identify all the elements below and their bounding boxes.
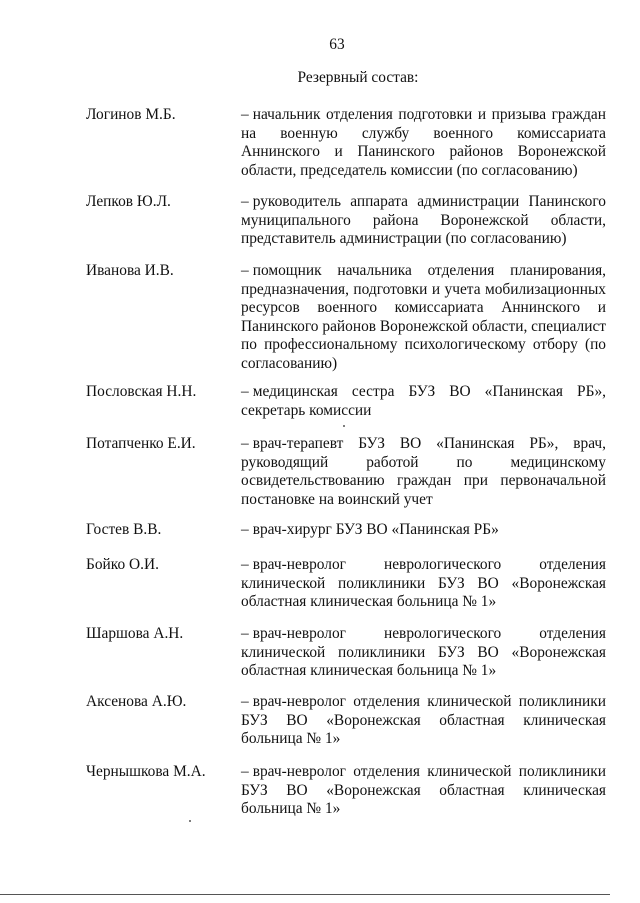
- member-name: Потапченко Е.И.: [86, 435, 196, 452]
- dash: –: [241, 435, 249, 452]
- member-name: Иванова И.В.: [86, 262, 174, 279]
- member-name: Шаршова А.Н.: [86, 625, 184, 642]
- dash: –: [241, 383, 249, 400]
- scan-speck: [189, 820, 191, 822]
- member-description: [241, 262, 606, 373]
- member-description: [241, 693, 606, 749]
- member-role: руководитель аппарата администрации Панинского муниципального района Воронежской области, представитель администрации (по согласованию): [241, 193, 606, 247]
- member-description: [241, 435, 606, 509]
- member-name: Аксенова А.Ю.: [86, 693, 187, 710]
- member-name: Чернышкова М.А.: [86, 763, 206, 780]
- dash: –: [241, 521, 249, 538]
- dash: –: [241, 693, 249, 710]
- member-description: [241, 106, 606, 180]
- dash: –: [241, 193, 249, 210]
- scan-speck: [343, 425, 345, 427]
- member-description: [241, 383, 606, 420]
- member-description: [241, 556, 606, 612]
- dash: –: [241, 625, 249, 642]
- member-role: врач-невролог неврологического отделения клинической поликлиники БУЗ ВО «Воронежская областная клиническая больница № 1»: [241, 556, 606, 610]
- dash: –: [241, 262, 249, 279]
- dash: –: [241, 106, 249, 123]
- member-role: врач-невролог отделения клинической поликлиники БУЗ ВО «Воронежская областная клиническая больница № 1»: [241, 763, 606, 817]
- member-name: Бойко О.И.: [86, 556, 159, 573]
- member-description: [241, 193, 606, 249]
- member-role: врач-хирург БУЗ ВО «Панинская РБ»: [252, 521, 499, 538]
- dash: –: [241, 556, 249, 573]
- member-role: врач-терапевт БУЗ ВО «Панинская РБ», врач, руководящий работой по медицинскому освидетельствованию граждан при первоначальной постановке на воинский учет: [241, 435, 606, 508]
- dash: –: [241, 763, 249, 780]
- member-role: врач-невролог неврологического отделения клинической поликлиники БУЗ ВО «Воронежская областная клиническая больница № 1»: [241, 625, 606, 679]
- member-role: врач-невролог отделения клинической поликлиники БУЗ ВО «Воронежская областная клиническая больница № 1»: [241, 693, 606, 747]
- member-role: начальник отделения подготовки и призыва граждан на военную службу военного комиссариата Аннинского и Панинского районов Воронежской области, председатель комиссии (по согласованию): [241, 106, 606, 179]
- member-name: Гостев В.В.: [86, 521, 162, 538]
- member-name: Лепков Ю.Л.: [86, 193, 171, 210]
- page-number: 63: [329, 36, 345, 53]
- bottom-rule: [0, 894, 610, 895]
- section-title: Резервный состав:: [297, 69, 419, 86]
- member-description: [241, 625, 606, 681]
- member-name: Логинов М.Б.: [86, 106, 176, 123]
- member-role: помощник начальника отделения планирования, предназначения, подготовки и учета мобилизационных ресурсов военного комиссариата Аннинского и Панинского районов Воронежской области, специалист по профессиональному психологическому отбору (по согласованию): [241, 262, 606, 372]
- member-description: [241, 763, 606, 819]
- member-name: Пословская Н.Н.: [86, 383, 197, 400]
- member-description: [241, 521, 606, 540]
- member-role: медицинская сестра БУЗ ВО «Панинская РБ», секретарь комиссии: [241, 383, 606, 419]
